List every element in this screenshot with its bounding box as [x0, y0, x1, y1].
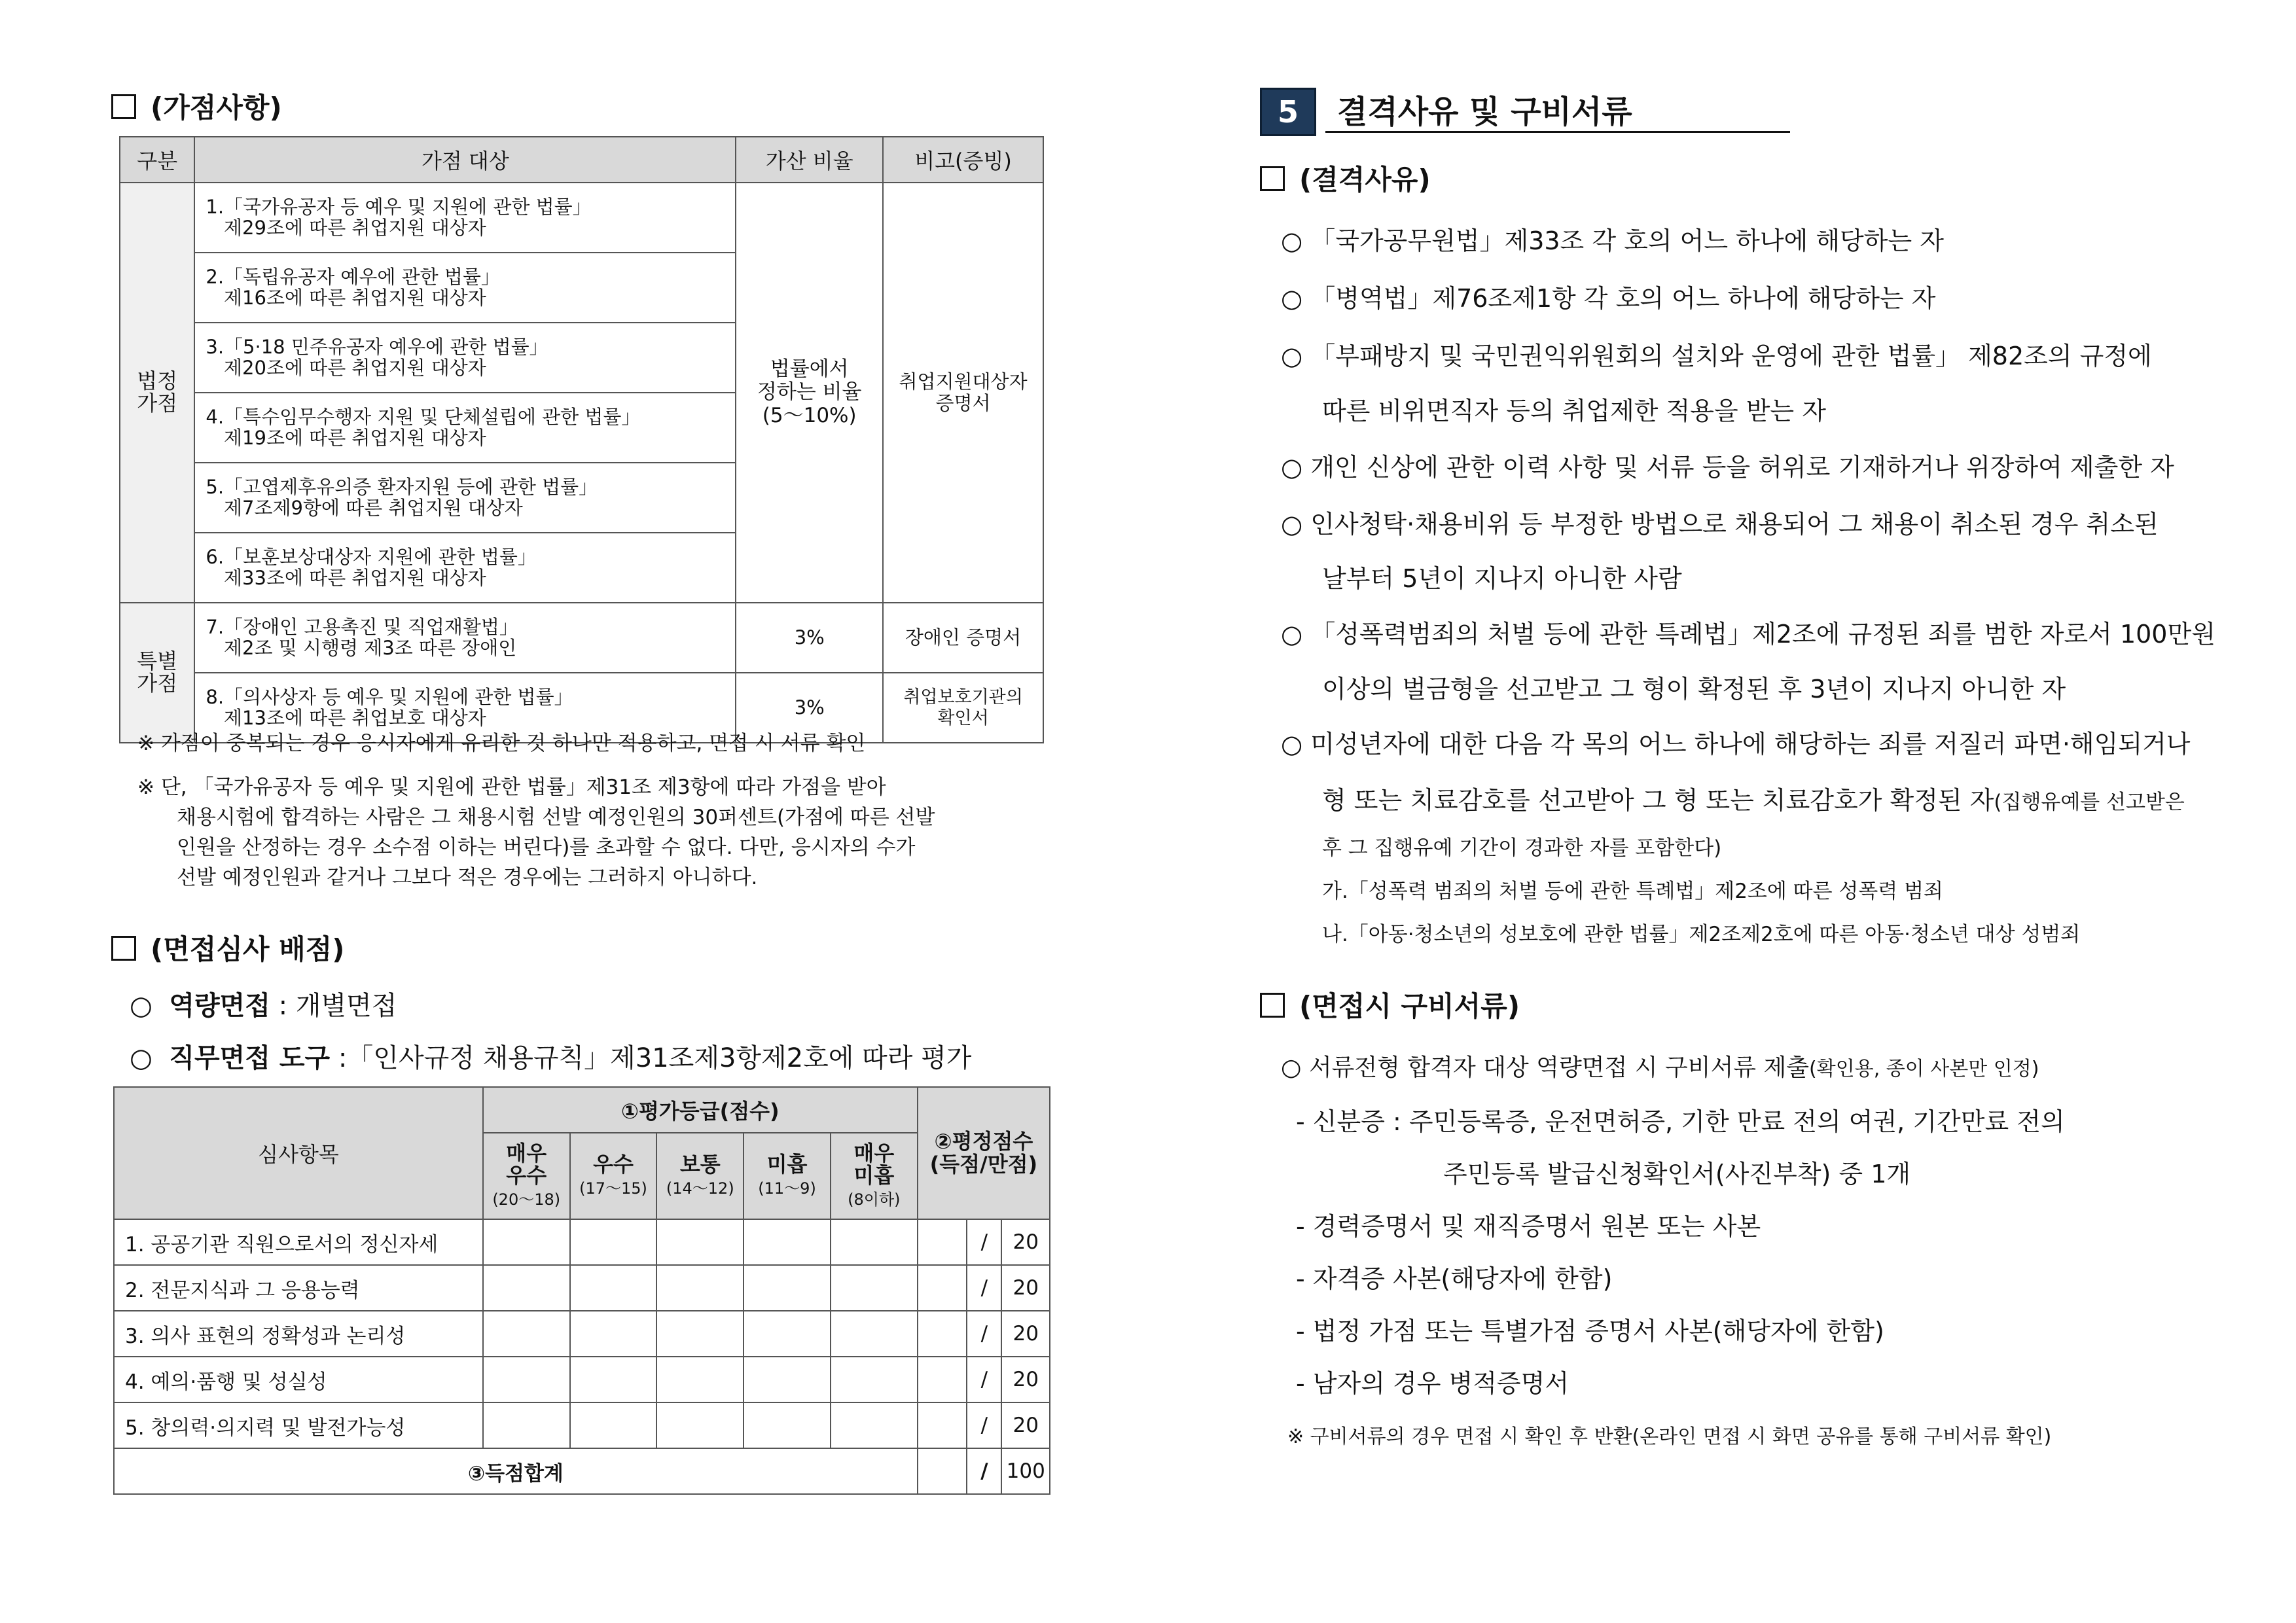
- score-cell: [918, 1402, 967, 1448]
- docs-item: - 신분증 : 주민등록증, 운전면허증, 기한 만료 전의 여권, 기간만료 전의: [1296, 1107, 2065, 1136]
- disq-item-text: 형 또는 치료감호를 선고받아 그 형 또는 치료감호가 확정된 자: [1322, 786, 1994, 815]
- bonus-title-text: (가점사항): [151, 92, 282, 124]
- proof-cell: 장애인 증명서: [883, 603, 1043, 673]
- competency-interview-line: [130, 985, 397, 1022]
- legal-proof-cell: 취업지원대상자 증명서: [883, 183, 1043, 603]
- target-cell: 8.「의사상자 등 예우 및 지원에 관한 법률」 제13조에 따른 취업보호 대상자: [194, 673, 736, 743]
- disq-item: ○ 「병역법」제76조제1항 각 호의 어느 하나에 해당하는 자: [1281, 284, 1936, 313]
- grade-name: 매우 미흡: [853, 1140, 895, 1188]
- docs-item: - 남자의 경우 병적증명서: [1296, 1369, 1570, 1398]
- docs-intro-small: (확인용, 종이 사본만 인정): [1809, 1058, 2039, 1080]
- score-cell: [918, 1219, 967, 1265]
- legal-rate-cell: 법률에서 정하는 비율 (5～10%): [736, 183, 883, 603]
- eval-header-row1: [114, 1087, 1050, 1133]
- grade-cell: [831, 1402, 918, 1448]
- bonus-note-limit-line4: 선발 예정인원과 같거나 그보다 적은 경우에는 그러하지 아니하다.: [177, 866, 758, 889]
- score-slash: /: [967, 1311, 1001, 1357]
- circle-bullet-icon: ○: [130, 1043, 170, 1073]
- grade-cell: [570, 1219, 657, 1265]
- score-max: 20: [1001, 1219, 1050, 1265]
- disqualification-title-text: (결격사유): [1299, 164, 1431, 196]
- evaluation-table: [113, 1086, 1050, 1495]
- grade-cell: [744, 1357, 831, 1402]
- grade-cell: [483, 1265, 570, 1311]
- target-cell: 4.「특수임무수행자 지원 및 단체설립에 관한 법률」 제19조에 따른 취업지원 대상자: [194, 393, 736, 463]
- grade-cell: [656, 1357, 744, 1402]
- interview-title-text: (면접심사 배점): [151, 933, 345, 965]
- score-cell: [918, 1311, 967, 1357]
- grade-range: (20～18): [492, 1190, 561, 1209]
- grade-col-very-poor: [831, 1133, 918, 1219]
- checkbox-square-icon: [1260, 166, 1285, 191]
- bonus-note-limit-line1: ※ 단, 「국가유공자 등 예우 및 지원에 관한 법률」제31조 제3항에 따라 가점을 받아: [137, 776, 886, 799]
- score-slash: /: [967, 1402, 1001, 1448]
- grade-cell: [744, 1402, 831, 1448]
- disq-item: ○ 개인 신상에 관한 이력 사항 및 서류 등을 허위로 기재하거나 위장하여 제출한 자: [1281, 453, 2174, 482]
- table-row: [120, 603, 1043, 673]
- docs-item: - 경력증명서 및 재직증명서 원본 또는 사본: [1296, 1212, 1761, 1241]
- eval-item-label: 4. 예의·품행 및 성실성: [114, 1357, 483, 1402]
- target-cell: 7.「장애인 고용촉진 및 직업재활법」 제2조 및 시행령 제3조 따른 장애인: [194, 603, 736, 673]
- circle-bullet-icon: ○: [130, 991, 170, 1021]
- checkbox-square-icon: [111, 936, 136, 961]
- section-number-badge: 5: [1260, 88, 1316, 136]
- section-title: 결격사유 및 구비서류: [1337, 94, 1632, 130]
- docs-item: - 법정 가점 또는 특별가점 증명서 사본(해당자에 한함): [1296, 1317, 1884, 1346]
- score-max: 20: [1001, 1402, 1050, 1448]
- grade-cell: [570, 1402, 657, 1448]
- grade-col-poor: [744, 1133, 831, 1219]
- header-grades: ①평가등급(점수): [483, 1087, 918, 1133]
- table-row: [114, 1265, 1050, 1311]
- disq-sub-item-b: 나.「아동·청소년의 성보호에 관한 법률」제2조제2호에 따른 아동·청소년 대상 성범죄: [1322, 923, 2081, 946]
- header-score: ②평정점수 (득점/만점): [918, 1087, 1050, 1219]
- target-cell: 2.「독립유공자 예우에 관한 법률」 제16조에 따른 취업지원 대상자: [194, 253, 736, 323]
- disq-item-continued: [1322, 780, 2185, 816]
- disq-item: ○ 미성년자에 대한 다음 각 목의 어느 하나에 해당하는 죄를 저질러 파면·해임되거나: [1281, 730, 2191, 758]
- grade-name: 미흡: [766, 1151, 808, 1177]
- disq-item-continued: 날부터 5년이 지나지 아니한 사람: [1322, 564, 1682, 593]
- grade-cell: [656, 1311, 744, 1357]
- checkbox-square-icon: [111, 94, 136, 119]
- interview-section-title: [111, 928, 344, 967]
- disq-item-after: 후 그 집행유예 기간이 경과한 자를 포함한다): [1322, 836, 1722, 860]
- grade-col-normal: [656, 1133, 744, 1219]
- eval-item-label: 5. 창의력·의지력 및 발전가능성: [114, 1402, 483, 1448]
- grade-cell: [656, 1219, 744, 1265]
- table-row: [114, 1311, 1050, 1357]
- grade-cell: [570, 1311, 657, 1357]
- score-slash: /: [967, 1219, 1001, 1265]
- disq-item-continued: 따른 비위면직자 등의 취업제한 적용을 받는 자: [1322, 397, 1826, 425]
- docs-item-continued: 주민등록 발급신청확인서(사진부착) 중 1개: [1443, 1160, 1911, 1188]
- total-max: 100: [1001, 1448, 1050, 1494]
- score-max: 20: [1001, 1265, 1050, 1311]
- competency-value: : 개별면접: [270, 991, 397, 1021]
- table-row: [114, 1219, 1050, 1265]
- eval-item-label: 1. 공공기관 직원으로서의 정신자세: [114, 1219, 483, 1265]
- header-category: 구분: [120, 137, 194, 183]
- job-value: :「인사규정 채용규칙」제31조제3항제2호에 따라 평가: [330, 1043, 972, 1073]
- grade-cell: [570, 1265, 657, 1311]
- bonus-note-limit-line3: 인원을 산정하는 경우 소수점 이하는 버린다)를 초과할 수 없다. 다만, 응시자의 수가: [177, 836, 916, 859]
- grade-cell: [831, 1357, 918, 1402]
- header-items: 심사항목: [114, 1087, 483, 1219]
- docs-item: - 자격증 사본(해당자에 한함): [1296, 1264, 1613, 1293]
- grade-col-excellent: [570, 1133, 657, 1219]
- grade-name: 보통: [679, 1151, 721, 1177]
- target-cell: 5.「고엽제후유의증 환자지원 등에 관한 법률」 제7조제9항에 따른 취업지원 대상자: [194, 463, 736, 533]
- grade-range: (17～15): [579, 1179, 647, 1198]
- table-row: [120, 183, 1043, 253]
- docs-intro: [1281, 1049, 2039, 1082]
- grade-col-excellent-plus: [483, 1133, 570, 1219]
- grade-cell: [656, 1265, 744, 1311]
- job-label: 직무면접 도구: [169, 1043, 331, 1073]
- eval-item-label: 3. 의사 표현의 정확성과 논리성: [114, 1311, 483, 1357]
- header-proof: 비고(증빙): [883, 137, 1043, 183]
- grade-cell: [744, 1219, 831, 1265]
- disqualification-title: [1260, 158, 1431, 198]
- total-row: [114, 1448, 1050, 1494]
- bonus-table-header: [120, 137, 1043, 183]
- disq-item-continued: 이상의 벌금형을 선고받고 그 형이 확정된 후 3년이 지나지 아니한 자: [1322, 675, 2066, 704]
- score-max: 20: [1001, 1357, 1050, 1402]
- score-cell: [918, 1357, 967, 1402]
- rate-cell: 3%: [736, 603, 883, 673]
- header-target: 가점 대상: [194, 137, 736, 183]
- table-row: [114, 1402, 1050, 1448]
- checkbox-square-icon: [1260, 993, 1285, 1018]
- docs-intro-text: ○ 서류전형 합격자 대상 역량면접 시 구비서류 제출: [1281, 1054, 1810, 1081]
- bonus-section-title: [111, 86, 282, 126]
- bonus-note-duplicate: ※ 가점이 중복되는 경우 응시자에게 유리한 것 하나만 적용하고, 면접 시 서류 확인: [137, 732, 866, 755]
- grade-cell: [483, 1311, 570, 1357]
- score-max: 20: [1001, 1311, 1050, 1357]
- total-slash: /: [967, 1448, 1001, 1494]
- disq-item: ○ 「국가공무원법」제33조 각 호의 어느 하나에 해당하는 자: [1281, 226, 1944, 255]
- grade-range: (11～9): [758, 1179, 816, 1198]
- bonus-table: [119, 136, 1044, 743]
- category-special: 특별 가점: [120, 603, 194, 743]
- grade-cell: [483, 1219, 570, 1265]
- disq-item: ○ 인사청탁·채용비위 등 부정한 방법으로 채용되어 그 채용이 취소된 경우 취소된: [1281, 510, 2159, 539]
- grade-cell: [831, 1265, 918, 1311]
- score-slash: /: [967, 1265, 1001, 1311]
- category-legal: 법정 가점: [120, 183, 194, 603]
- target-cell: 1.「국가유공자 등 예우 및 지원에 관한 법률」 제29조에 따른 취업지원 대상자: [194, 183, 736, 253]
- grade-cell: [483, 1402, 570, 1448]
- total-label: ③득점합계: [114, 1448, 918, 1494]
- disq-item-small-tail: (집행유예를 선고받은: [1994, 791, 2185, 814]
- grade-name: 우수: [593, 1151, 634, 1177]
- grade-cell: [831, 1219, 918, 1265]
- disq-item: ○ 「부패방지 및 국민권익위원회의 설치와 운영에 관한 법률」 제82조의 규정에: [1281, 342, 2152, 370]
- header-rate: 가산 비율: [736, 137, 883, 183]
- documents-title-text: (면접시 구비서류): [1299, 990, 1520, 1022]
- disq-item: ○ 「성폭력범죄의 처벌 등에 관한 특례법」제2조에 규정된 죄를 범한 자로서 100만원: [1281, 620, 2215, 649]
- grade-range: (14～12): [666, 1179, 734, 1198]
- competency-label: 역량면접: [169, 991, 270, 1021]
- score-slash: /: [967, 1357, 1001, 1402]
- grade-cell: [483, 1357, 570, 1402]
- grade-cell: [656, 1402, 744, 1448]
- score-cell: [918, 1265, 967, 1311]
- section-title-underline: [1325, 131, 1790, 133]
- documents-title: [1260, 985, 1520, 1024]
- grade-cell: [744, 1311, 831, 1357]
- rate-cell: 3%: [736, 673, 883, 743]
- docs-note: ※ 구비서류의 경우 면접 시 확인 후 반환(온라인 면접 시 화면 공유를 통해 구비서류 확인): [1287, 1425, 2052, 1448]
- grade-range: (8이하): [848, 1190, 901, 1209]
- job-interview-line: [130, 1037, 971, 1075]
- bonus-note-limit-line2: 채용시험에 합격하는 사람은 그 채용시험 선발 예정인원의 30퍼센트(가점에 따른 선발: [177, 806, 935, 829]
- grade-cell: [570, 1357, 657, 1402]
- disq-sub-item-a: 가.「성폭력 범죄의 처벌 등에 관한 특례법」제2조에 따른 성폭력 범죄: [1322, 880, 1944, 903]
- grade-cell: [831, 1311, 918, 1357]
- proof-cell: 취업보호기관의 확인서: [883, 673, 1043, 743]
- table-row: [114, 1357, 1050, 1402]
- total-score-cell: [918, 1448, 967, 1494]
- target-cell: 3.「5·18 민주유공자 예우에 관한 법률」 제20조에 따른 취업지원 대상자: [194, 323, 736, 393]
- target-cell: 6.「보훈보상대상자 지원에 관한 법률」 제33조에 따른 취업지원 대상자: [194, 533, 736, 603]
- eval-item-label: 2. 전문지식과 그 응용능력: [114, 1265, 483, 1311]
- grade-name: 매우 우수: [506, 1140, 547, 1188]
- grade-cell: [744, 1265, 831, 1311]
